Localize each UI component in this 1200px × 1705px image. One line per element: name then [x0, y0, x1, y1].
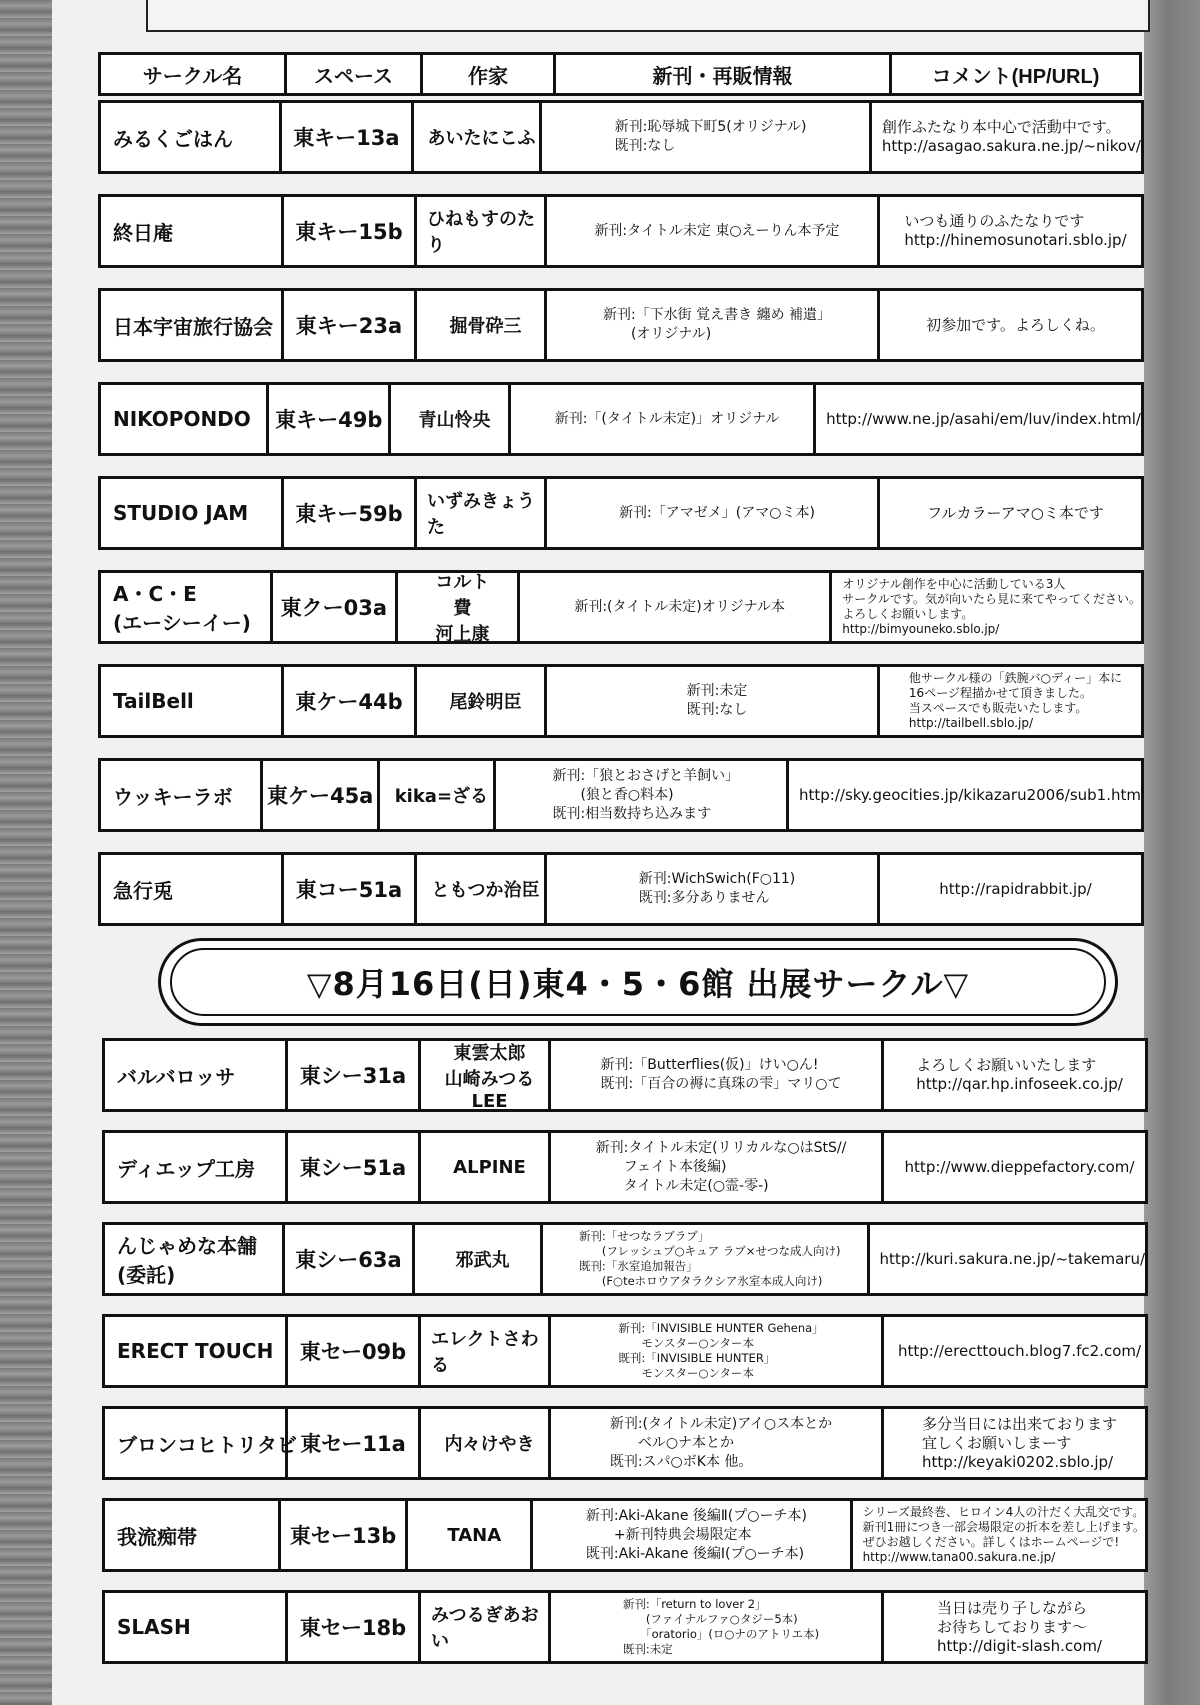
- table-row: [98, 194, 1144, 268]
- release-info: 新刊:「狼とおさげと羊飼い」 (狼と香○料本) 既刊:相当数持ち込みます: [496, 761, 789, 829]
- space-code: 東シー51a: [288, 1133, 421, 1201]
- release-info: 新刊:タイトル未定(リリカルな○はStS// フェイト本後編) タイトル未定(○霊-零-): [551, 1133, 884, 1201]
- header-info: 新刊・再販情報: [556, 55, 892, 93]
- author-cell: [408, 1501, 533, 1569]
- page: [52, 0, 1144, 1705]
- author-name: みつるぎあおい: [431, 1605, 539, 1652]
- author-name: ひねもすのたり: [427, 209, 535, 256]
- author-name: kika=ざる: [394, 786, 489, 807]
- space-code: 東セー09b: [288, 1317, 421, 1385]
- release-info: 新刊:(タイトル未定)アイ○ス本とか ベル○ナ本とか 既刊:スパ○ボK本 他。: [551, 1409, 884, 1477]
- space-code: 東ケー45a: [263, 761, 380, 829]
- space-code: 東シー63a: [285, 1225, 415, 1293]
- author-cell: [421, 1041, 551, 1112]
- circle-name: 我流痴帯: [105, 1501, 281, 1569]
- circle-name: ブロンコヒトリタビ: [105, 1409, 288, 1477]
- author-name: 内々けやき: [444, 1434, 535, 1455]
- release-info: 新刊:WichSwich(F○11) 既刊:多分ありません: [547, 855, 880, 923]
- space-code: 東キー59b: [284, 479, 417, 547]
- top-frame: [146, 0, 1150, 32]
- comment-url: 他サークル様の「鉄腕バ○ディー」本に 16ページ程描かせて頂きました。 当スペースでも販売いたします。 http://tailbell.sblo.jp/: [908, 671, 1123, 730]
- author-cell: [421, 1409, 551, 1477]
- comment-url: http://rapidrabbit.jp/: [939, 879, 1092, 898]
- comment-url: 多分当日には出来ております 宜しくお願いしまーす http://keyaki0202.sblo.jp/: [921, 1414, 1117, 1471]
- header-circle: サークル名: [101, 55, 287, 93]
- author-name: 山崎みつる: [444, 1068, 535, 1090]
- release-info: 新刊:(タイトル未定)オリジナル本: [520, 573, 832, 641]
- comment-url: オリジナル創作を中心に活動している3人 サークルです。気が向いたら見に来てやってください。 よろしくお願いします。 http://bimyouneko.sblo.jp/: [842, 577, 1141, 636]
- space-code: 東セー18b: [288, 1593, 421, 1661]
- table-area: [90, 0, 1145, 1705]
- circle-name: TailBell: [101, 667, 284, 735]
- author-name: いずみきょうた: [427, 491, 535, 538]
- day-banner-text: ▽8月16日(日)東4・5・6館 出展サークル▽: [170, 948, 1106, 1016]
- author-name: ALPINE: [453, 1156, 526, 1178]
- author-name: 東雲太郎: [453, 1042, 526, 1064]
- release-info: 新刊:「(タイトル未定)」オリジナル: [511, 385, 816, 453]
- author-cell: [421, 1593, 551, 1661]
- comment-url: シリーズ最終巻、ヒロイン4人の汁だく大乱交です。 新刊1冊につき一部会場限定の折本を差し上げます。 ぜひお越しください。詳しくはホームページで! http://www.tana00.sakura.ne.jp/: [862, 1505, 1145, 1564]
- circle-name: んじゃめな本舗 (委託): [105, 1225, 285, 1293]
- comment-url: http://erecttouch.blog7.fc2.com/: [897, 1341, 1142, 1360]
- table-row: [98, 288, 1144, 362]
- table-row: [102, 1038, 1148, 1112]
- table-row: [102, 1222, 1148, 1296]
- release-info: 新刊:Aki-Akane 後編Ⅱ(プ○ーチ本) +新刊特典会場限定本 既刊:Aki-Akane 後編Ⅰ(プ○ーチ本): [533, 1501, 852, 1569]
- author-name: TANA: [447, 1524, 502, 1546]
- binding-left: [0, 0, 52, 1705]
- comment-url: 創作ふたなり本中心で活動中です。 http://asagao.sakura.ne.jp/~nikov/: [881, 118, 1141, 155]
- release-info: 新刊:「INVISIBLE HUNTER Gehena」 モンスター○ンター本 既刊:「INVISIBLE HUNTER」 モンスター○ンター本: [551, 1317, 884, 1385]
- table-row: [102, 1130, 1148, 1204]
- circle-list-day1: [98, 100, 1144, 946]
- release-info: 新刊:恥辱城下町5(オリジナル) 既刊:なし: [542, 103, 871, 171]
- comment-url: いつも通りのふたなりです http://hinemosunotari.sblo.jp/: [904, 212, 1127, 249]
- author-cell: [421, 1133, 551, 1201]
- comment-url: http://www.ne.jp/asahi/em/luv/index.html/: [826, 409, 1141, 428]
- day-banner: [158, 938, 1118, 1026]
- table-row: [102, 1498, 1148, 1572]
- release-info: 新刊:「アマゼメ」(アマ○ミ本): [547, 479, 880, 547]
- author-cell: [417, 197, 547, 265]
- space-code: 東セー13b: [281, 1501, 408, 1569]
- table-row: [102, 1314, 1148, 1388]
- space-code: 東コー51a: [284, 855, 417, 923]
- comment-url: http://www.dieppefactory.com/: [904, 1157, 1135, 1176]
- header-space: スペース: [287, 55, 423, 93]
- author-name: 邪武丸: [455, 1250, 510, 1271]
- author-name: エレクトさわる: [431, 1329, 539, 1376]
- table-row: [98, 758, 1144, 832]
- circle-name: A・C・E (エーシーイー): [101, 573, 273, 641]
- author-cell: [415, 1225, 543, 1293]
- author-cell: [398, 572, 520, 645]
- author-name: 掘骨砕三: [449, 316, 522, 337]
- space-code: 東キー13a: [282, 103, 414, 171]
- author-name: 費: [453, 598, 472, 619]
- table-row: [98, 664, 1144, 738]
- circle-name: ウッキーラボ: [101, 761, 263, 829]
- circle-name: 日本宇宙旅行協会: [101, 291, 284, 359]
- circle-name: 終日庵: [101, 197, 284, 265]
- comment-url: 初参加です。よろしくね。: [926, 315, 1105, 334]
- author-cell: [391, 385, 511, 453]
- comment-url: http://sky.geocities.jp/kikazaru2006/sub1.htm: [799, 785, 1141, 804]
- release-info: 新刊:「return to lover 2」 (ファイナルファ○タジー5本) 「oratorio」(ロ○ナのアトリエ本) 既刊:未定: [551, 1593, 884, 1661]
- author-name: LEE: [471, 1090, 508, 1112]
- space-code: 東キー49b: [269, 385, 391, 453]
- space-code: 東ケー44b: [284, 667, 417, 735]
- author-cell: [417, 855, 547, 923]
- table-row: [98, 476, 1144, 550]
- comment-url: フルカラーアマ○ミ本です: [927, 503, 1104, 522]
- header-comment: コメント(HP/URL): [931, 65, 1100, 88]
- table-row: [98, 570, 1144, 644]
- table-row: [98, 852, 1144, 926]
- header-author: 作家: [423, 55, 556, 93]
- circle-name: ERECT TOUCH: [105, 1317, 288, 1385]
- circle-name: ディエップ工房: [105, 1133, 288, 1201]
- circle-list-day2: [102, 1038, 1148, 1682]
- circle-name: STUDIO JAM: [101, 479, 284, 547]
- space-code: 東クー03a: [273, 573, 398, 641]
- author-cell: [417, 291, 547, 359]
- author-cell: [417, 479, 547, 547]
- circle-name: バルバロッサ: [105, 1041, 288, 1109]
- table-row: [102, 1590, 1148, 1664]
- table-row: [102, 1406, 1148, 1480]
- comment-url: 当日は売り子しながら お待ちしております〜 http://digit-slash.com/: [937, 1598, 1102, 1655]
- author-name: ともつか治臣: [431, 880, 540, 901]
- table-header: [98, 52, 1142, 96]
- author-cell: [380, 761, 496, 829]
- comment-url: http://kuri.sakura.ne.jp/~takemaru/: [879, 1249, 1145, 1268]
- circle-name: 急行兎: [101, 855, 284, 923]
- author-cell: [414, 103, 543, 171]
- release-info: 新刊:「せつなラブラブ」 (フレッシュプ○キュア ラブ×せつな成人向け) 既刊:「氷室追加報告」 (F○teホロウアタラクシア氷室本成人向け): [543, 1225, 870, 1293]
- space-code: 東セー11a: [288, 1409, 421, 1477]
- author-name: 青山怜央: [418, 410, 491, 431]
- release-info: 新刊:「下水街 覚え書き 纏め 補遺」 (オリジナル): [547, 291, 880, 359]
- space-code: 東キー15b: [284, 197, 417, 265]
- table-row: [98, 100, 1144, 174]
- page-edge-right: [1144, 0, 1200, 1705]
- author-cell: [417, 667, 547, 735]
- author-cell: [421, 1317, 551, 1385]
- author-name: 尾鈴明臣: [449, 692, 522, 713]
- table-row: [98, 382, 1144, 456]
- circle-name: NIKOPONDO: [101, 385, 269, 453]
- author-name: 河上康: [435, 624, 490, 645]
- author-name: あいたにこふ: [427, 128, 536, 149]
- circle-name: みるくごはん: [101, 103, 282, 171]
- space-code: 東キー23a: [284, 291, 417, 359]
- comment-url: よろしくお願いいたします http://qar.hp.infoseek.co.jp/: [916, 1056, 1123, 1093]
- space-code: 東シー31a: [288, 1041, 421, 1109]
- release-info: 新刊:「Butterflies(仮)」けい○ん! 既刊:「百合の褥に真珠の雫」マリ○て: [551, 1041, 884, 1109]
- release-info: 新刊:タイトル未定 東○えーりん本予定: [547, 197, 880, 265]
- release-info: 新刊:未定 既刊:なし: [547, 667, 880, 735]
- circle-name: SLASH: [105, 1593, 288, 1661]
- author-name: コルト: [435, 572, 490, 593]
